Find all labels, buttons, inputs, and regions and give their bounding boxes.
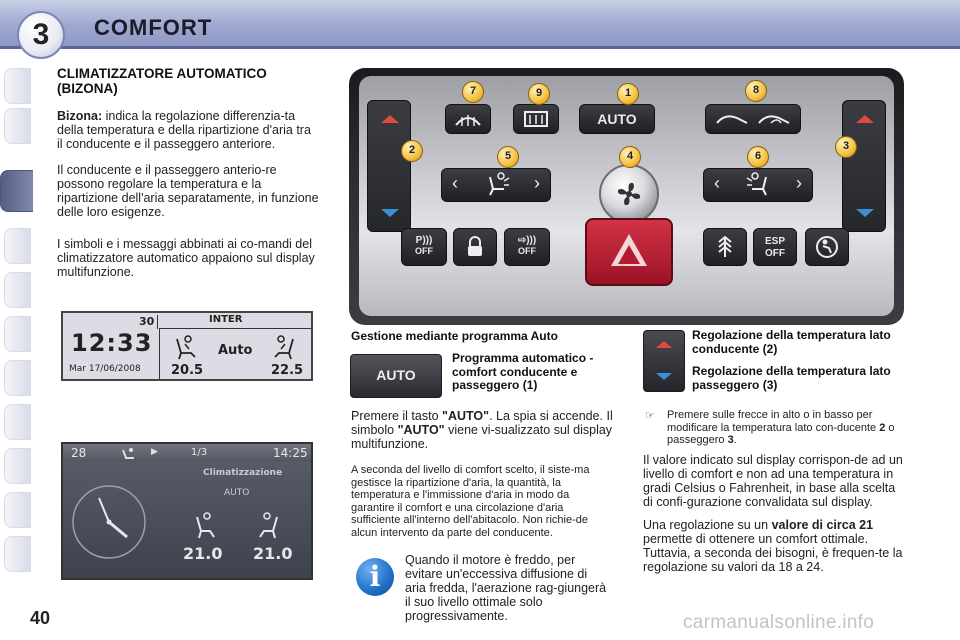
- press-auto-text-1: Premere il tasto: [351, 409, 439, 423]
- auto-keyword: "AUTO": [442, 409, 490, 423]
- chevron-right-icon[interactable]: ›: [796, 173, 802, 193]
- press-auto-paragraph: [351, 409, 613, 451]
- temp-left: 21.0: [183, 544, 223, 563]
- divider: [157, 315, 158, 329]
- passenger-seat-icon: [273, 335, 297, 361]
- pointing-hand-icon: ☞: [645, 410, 655, 422]
- time: 14:25: [273, 446, 308, 460]
- multifunction-display-mono: [61, 311, 313, 381]
- value-21-text-a: Una regolazione su un: [643, 518, 769, 532]
- off-label: OFF: [518, 246, 536, 256]
- display-screen-title: Climatizzazione: [203, 468, 283, 478]
- page-number: 40: [30, 608, 51, 628]
- driver-seat-icon: [193, 512, 215, 540]
- chapter-tab[interactable]: [4, 536, 31, 572]
- press-auto-text-2: . La spia si accende. Il simbolo: [351, 409, 613, 437]
- alarm-icon: ⇨))): [517, 235, 537, 246]
- rear-window-demist-icon: [521, 109, 551, 131]
- page-indicator: 1/3: [191, 447, 208, 458]
- chapter-tab[interactable]: [4, 272, 31, 308]
- display-value-paragraph: Il valore indicato sul display corrispon-de ad un livello di comfort e non ad una temperatura in gradi Celsius o Fahrenheit, in base alla scelta di confi-gurazione convalidata sul display.: [643, 453, 903, 509]
- esp-off-button[interactable]: [753, 228, 797, 266]
- ref-3: 3: [727, 434, 734, 447]
- value-21-paragraph: [643, 518, 907, 574]
- bizona-paragraph: [57, 109, 319, 151]
- windscreen-demist-icon: [453, 109, 483, 131]
- callout-6: 6: [747, 146, 769, 168]
- passenger-temp-rocker[interactable]: [842, 100, 886, 232]
- child-lock-button[interactable]: [703, 228, 747, 266]
- analog-clock: [69, 482, 149, 562]
- passenger-air-distribution-button[interactable]: [703, 168, 813, 202]
- air-distribution-icon: [482, 172, 512, 198]
- chapter-tab[interactable]: [4, 492, 31, 528]
- ref-2: 2: [879, 421, 886, 434]
- auto-keyword: "AUTO": [397, 423, 445, 437]
- outside-temp: 30: [139, 315, 155, 328]
- section-title: CLIMATIZZATORE AUTOMATICO (BIZONA): [57, 66, 267, 96]
- callout-5: 5: [497, 146, 519, 168]
- callout-9: 9: [528, 83, 550, 105]
- fan-icon: [614, 179, 644, 209]
- climate-icon: [121, 446, 137, 460]
- page-title: COMFORT: [94, 15, 213, 40]
- airbag-button[interactable]: [805, 228, 849, 266]
- chapter-tab[interactable]: [4, 360, 31, 396]
- chevron-left-icon[interactable]: ‹: [714, 173, 720, 193]
- bizona-label: Bizona:: [57, 109, 103, 123]
- driver-air-distribution-button[interactable]: [441, 168, 551, 202]
- callout-2: 2: [401, 140, 423, 162]
- bizona-text: indica la regolazione differenzia-ta della temperatura e della ripartizione d'aria tra il conducente e il passeggero anteriore.: [57, 109, 311, 151]
- climate-mode: Auto: [218, 343, 253, 358]
- auto-button-label: AUTO: [376, 367, 416, 383]
- display-mode: INTER: [209, 314, 243, 325]
- fan-speed-knob[interactable]: [599, 164, 659, 224]
- hazard-triangle-inner: [618, 245, 640, 264]
- climate-mode: AUTO: [224, 488, 250, 498]
- chapter-number-badge: 3: [17, 11, 65, 59]
- paragraph-separate-regulation: Il conducente e il passeggero anterio-re possono regolare la temperatura e la ripartizione dell'aria separatamente, in funzione delle loro esigenze.: [57, 163, 319, 219]
- chapter-tab[interactable]: [4, 404, 31, 440]
- watermark: carmanualsonline.info: [683, 612, 875, 633]
- temp-down-icon[interactable]: [856, 209, 874, 217]
- chapter-tab[interactable]: [4, 448, 31, 484]
- airbag-icon: [815, 235, 839, 259]
- chapter-tab[interactable]: [4, 316, 31, 352]
- callout-8: 8: [745, 80, 767, 102]
- paragraph-display-symbols: I simboli e i messaggi abbinati ai co-mandi del climatizzatore automatico appaiono sul display multifunzione.: [57, 237, 315, 279]
- front-demist-button[interactable]: [445, 104, 491, 134]
- child-safety-icon: [715, 235, 735, 259]
- temp-left: 20.5: [171, 363, 204, 378]
- divider: [159, 328, 311, 329]
- temp-down-icon[interactable]: [381, 209, 399, 217]
- hazard-warning-button[interactable]: [585, 218, 673, 286]
- off-label: OFF: [415, 246, 433, 256]
- callout-7: 7: [462, 81, 484, 103]
- chapter-tabs: [0, 60, 30, 580]
- passenger-seat-icon: [259, 512, 281, 540]
- arrow-instruction-mid: o passeggero: [667, 421, 895, 447]
- chapter-tab[interactable]: [4, 108, 31, 144]
- arrow-right-icon: ▶: [151, 447, 158, 457]
- temp-up-icon[interactable]: [381, 115, 399, 123]
- lock-icon: [466, 236, 484, 258]
- arrow-down-icon: [656, 373, 672, 380]
- driver-temp-rocker[interactable]: [367, 100, 411, 232]
- callout-1: 1: [617, 83, 639, 105]
- multifunction-display-color: [61, 442, 313, 580]
- chevron-right-icon[interactable]: ›: [534, 173, 540, 193]
- cold-engine-note: Quando il motore è freddo, per evitare un'eccessiva diffusione di aria fredda, l'aerazione rag-giungerà il suo livello ottimale solo progressivamente.: [405, 553, 607, 623]
- temp-right: 21.0: [253, 544, 293, 563]
- climate-control-panel: [349, 68, 904, 325]
- info-icon: i: [356, 558, 394, 596]
- chevron-left-icon[interactable]: ‹: [452, 173, 458, 193]
- arrow-instruction: [667, 409, 907, 447]
- callout-4: 4: [619, 146, 641, 168]
- parking-sensor-icon: P))): [415, 235, 433, 246]
- header-rule: [0, 46, 960, 49]
- recirculation-icon: [713, 109, 793, 131]
- auto-button[interactable]: AUTO: [579, 104, 655, 134]
- auto-program-title: Programma automatico - comfort conducente e passeggero (1): [452, 351, 594, 392]
- air-recirculation-button[interactable]: [705, 104, 801, 134]
- callout-3: 3: [835, 136, 857, 158]
- parking-sensor-off-button[interactable]: [401, 228, 447, 266]
- chapter-tab[interactable]: [4, 68, 31, 104]
- auto-program-heading: Gestione mediante programma Auto: [351, 329, 558, 343]
- central-locking-button[interactable]: [453, 228, 497, 266]
- divider: [159, 329, 160, 379]
- alarm-off-button[interactable]: [504, 228, 550, 266]
- arrow-instruction-text: Premere sulle frecce in alto o in basso per modificare la temperatura lato con-ducente: [667, 409, 877, 434]
- temp-rocker-illustration: [643, 330, 685, 392]
- air-distribution-icon: [744, 172, 774, 198]
- rear-demist-button[interactable]: [513, 104, 559, 134]
- off-label: OFF: [765, 248, 785, 259]
- outside-temp: 28: [71, 446, 87, 460]
- chapter-tab[interactable]: [4, 228, 31, 264]
- arrow-up-icon: [656, 341, 672, 348]
- driver-temp-heading: Regolazione della temperatura lato conducente (2): [692, 328, 891, 356]
- passenger-temp-heading: Regolazione della temperatura lato passeggero (3): [692, 364, 891, 392]
- driver-seat-icon: [173, 335, 197, 361]
- value-21-text-c: permette di ottenere un comfort ottimale. Tuttavia, a seconda dei bisogni, è frequen-te la regolazione su valori da 18 a 24.: [643, 532, 903, 574]
- temp-up-icon[interactable]: [856, 115, 874, 123]
- temp-right: 22.5: [271, 363, 304, 378]
- clock: 12:33: [71, 329, 153, 357]
- date: Mar 17/06/2008: [69, 364, 141, 374]
- comfort-level-note: A seconda del livello di comfort scelto, il siste-ma gestisce la ripartizione d'aria, la quantità, la temperatura e l'immissione d'aria in modo da garantire il comfort e una circolazione d'aria sufficiente all'interno dell'abitacolo. Non richie-de alcun intervento da parte del conducente.: [351, 464, 590, 539]
- chapter-tab-active[interactable]: [0, 170, 33, 212]
- esp-label: ESP: [764, 236, 785, 247]
- value-21-bold: valore di circa 21: [771, 518, 874, 532]
- press-auto-text-3: viene vi-sualizzato sul display multifunzione.: [351, 423, 613, 451]
- auto-button-illustration: [350, 354, 442, 398]
- arrow-instruction-end: .: [733, 434, 737, 447]
